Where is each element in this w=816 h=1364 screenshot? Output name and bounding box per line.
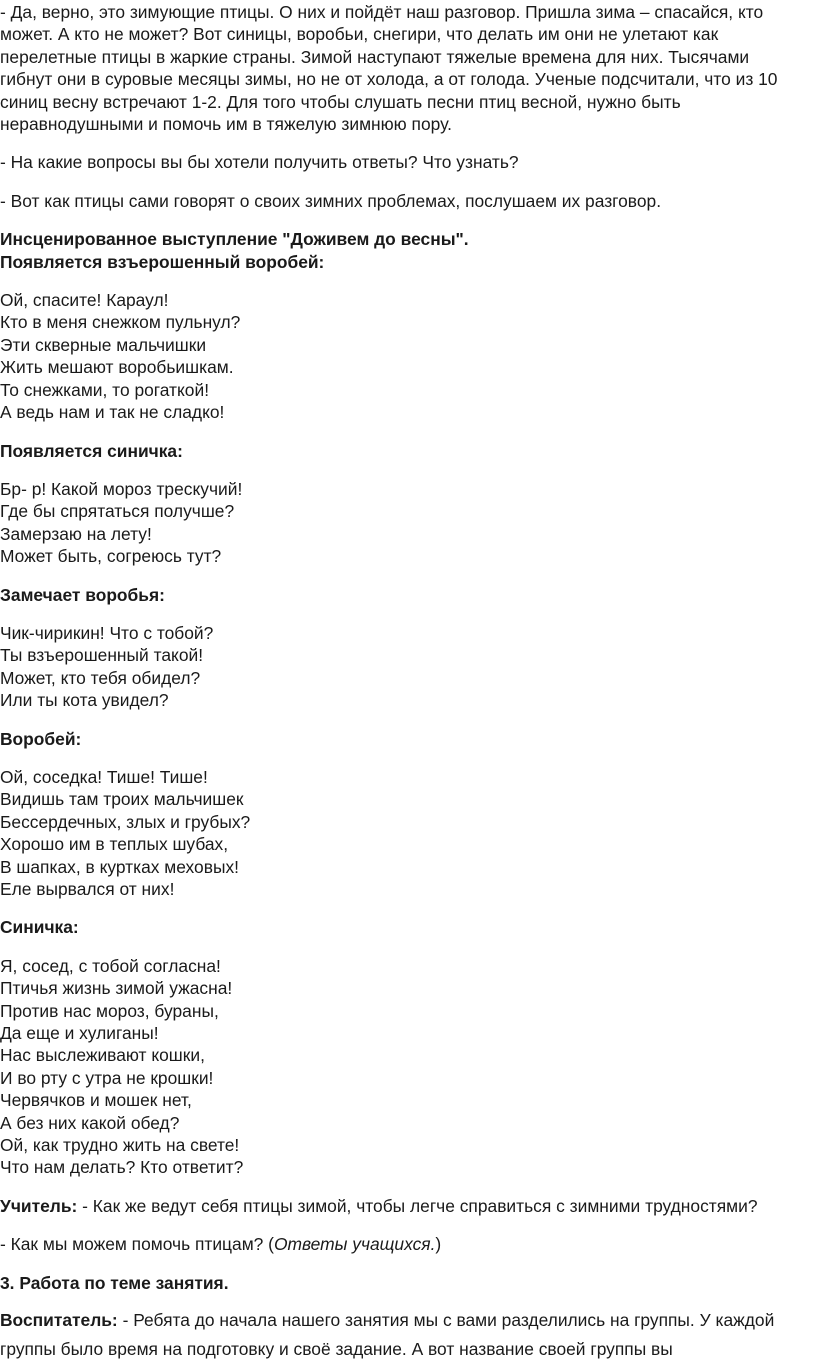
- titmouse-stanza: [0, 478, 804, 568]
- staging-heading: [0, 228, 804, 273]
- help-question-italic: Ответы учащихся.: [273, 1234, 436, 1255]
- verse-line: В шапках, в куртках меховых!: [0, 856, 239, 877]
- question-paragraph-2: - Вот как птицы сами говорят о своих зимних проблемах, послушаем их разговор.: [0, 190, 662, 211]
- intro-paragraph: - Да, верно, это зимующие птицы. О них и пойдёт наш разговор. Пришла зима – спасайся, кто может. А кто не может? Вот синицы, воробьи, снегири, что делать им они не улетают как перелетные птицы в жаркие страны. Зимой наступают тяжелые времена для них. Тысячами гибнут они в суровые месяцы зимы, но не от холода, а от голода. Ученые подсчитали, что из 10 синиц весну встречают 1-2. Для того чтобы слушать песни птиц весной, нужно быть неравнодушными и помочь им в тяжелую зимнюю пору.: [0, 2, 778, 135]
- question-paragraph-1: - На какие вопросы вы бы хотели получить ответы? Что узнать?: [0, 152, 519, 173]
- verse-line: И во рту с утра не крошки!: [0, 1067, 214, 1088]
- verse-line: Ой, спасите! Караул!: [0, 290, 169, 311]
- sparrow-stanza: [0, 289, 804, 423]
- verse-line: Бессердечных, злых и грубых?: [0, 811, 251, 832]
- notice-stanza: [0, 622, 804, 712]
- titmouse-label: Синичка:: [0, 917, 79, 938]
- verse-line: То снежками, то рогаткой!: [0, 379, 210, 400]
- sparrow-reply-stanza: [0, 766, 804, 900]
- sparrow-appears-heading: Появляется взъерошенный воробей:: [0, 251, 325, 272]
- verse-line: Чик-чирикин! Что с тобой?: [0, 622, 214, 643]
- verse-line: Червячков и мошек нет,: [0, 1090, 192, 1111]
- verse-line: Видишь там троих мальчишек: [0, 789, 244, 810]
- verse-line: Хорошо им в теплых шубах,: [0, 834, 229, 855]
- teacher-label: Учитель:: [0, 1195, 78, 1216]
- verse-line: Я, сосед, с тобой согласна!: [0, 955, 221, 976]
- titmouse-reply-stanza: [0, 955, 804, 1179]
- help-question-suffix: ): [435, 1234, 442, 1255]
- verse-line: Жить мешают воробьишкам.: [0, 357, 234, 378]
- help-question-prefix: - Как мы можем помочь птицам? (: [0, 1234, 274, 1255]
- verse-line: Против нас мороз, бураны,: [0, 1000, 219, 1021]
- verse-line: Еле вырвался от них!: [0, 879, 175, 899]
- help-question-paragraph: [0, 1233, 804, 1255]
- verse-line: А без них какой обед?: [0, 1112, 180, 1133]
- staging-title: Инсценированное выступление "Доживем до весны".: [0, 229, 469, 250]
- verse-line: Да еще и хулиганы!: [0, 1023, 159, 1044]
- verse-line: Может быть, согреюсь тут?: [0, 546, 222, 567]
- verse-line: Где бы спрятаться получше?: [0, 501, 235, 522]
- verse-line: Ты взъерошенный такой!: [0, 645, 204, 666]
- notices-sparrow-heading: Замечает воробья:: [0, 584, 165, 605]
- titmouse-appears-heading: Появляется синичка:: [0, 440, 183, 461]
- section-3-heading: 3. Работа по теме занятия.: [0, 1272, 229, 1293]
- verse-line: Что нам делать? Кто ответит?: [0, 1157, 244, 1178]
- verse-line: Ой, как трудно жить на свете!: [0, 1135, 240, 1156]
- educator-text: - Ребята до начала нашего занятия мы с вами разделились на группы. У каждой группы было время на подготовку и своё задание. А вот название своей группы вы: [0, 1310, 775, 1360]
- educator-label: Воспитатель:: [0, 1310, 118, 1331]
- verse-line: Может, кто тебя обидел?: [0, 667, 201, 688]
- teacher-paragraph: [0, 1195, 804, 1217]
- verse-line: А ведь нам и так не сладко!: [0, 402, 225, 423]
- verse-line: Или ты кота увидел?: [0, 690, 169, 711]
- sparrow-label: Воробей:: [0, 728, 82, 749]
- verse-line: Замерзаю на лету!: [0, 523, 152, 544]
- verse-line: Кто в меня снежком пульнул?: [0, 312, 241, 333]
- teacher-text: - Как же ведут себя птицы зимой, чтобы легче справиться с зимними трудностями?: [77, 1195, 758, 1216]
- verse-line: Эти скверные мальчишки: [0, 334, 207, 355]
- verse-line: Ой, соседка! Тише! Тише!: [0, 766, 208, 787]
- verse-line: Нас выслеживают кошки,: [0, 1045, 205, 1066]
- verse-line: Бр- р! Какой мороз трескучий!: [0, 478, 243, 499]
- verse-line: Птичья жизнь зимой ужасна!: [0, 978, 233, 999]
- educator-paragraph: [0, 1306, 804, 1364]
